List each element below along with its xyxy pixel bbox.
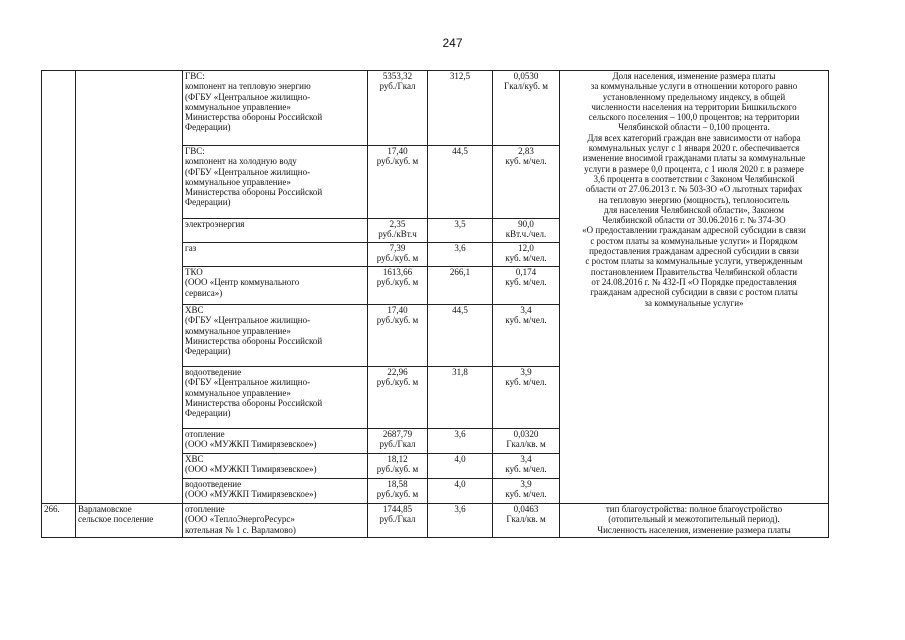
service-cell-line: электроэнергия xyxy=(185,219,245,229)
tariff-cell xyxy=(368,367,428,429)
service-cell xyxy=(183,504,368,538)
consumption-cell-line: Гкал/куб. м xyxy=(504,81,548,92)
page-number: 247 xyxy=(442,36,463,50)
settlement-cell xyxy=(76,71,183,504)
table-row xyxy=(42,71,829,146)
tariff-cell xyxy=(368,219,428,243)
service-cell-line: отопление xyxy=(185,504,225,514)
percent-cell xyxy=(428,305,493,367)
settlement-cell-line: Варламовское xyxy=(78,504,132,514)
note-cell-line: изменение вносимой гражданами платы за коммунальные xyxy=(582,153,806,164)
consumption-cell-line: куб. м/чел. xyxy=(505,315,547,326)
tariff-cell-line: 17,40 xyxy=(387,305,408,315)
service-cell-line: компонент на тепловую энергию xyxy=(185,81,311,92)
service-cell-line: водоотведение xyxy=(185,367,242,377)
consumption-cell-line: 0,174 xyxy=(515,267,537,277)
consumption-cell-line: куб. м/чел. xyxy=(505,377,547,388)
note-cell-line: Челябинской области от 30.06.2016 г. № 374-ЗО xyxy=(602,215,786,226)
consumption-cell-line: 2,83 xyxy=(518,146,534,156)
service-cell-line: ГВС: xyxy=(185,146,205,156)
percent-cell xyxy=(428,429,493,454)
note-cell-line: предоставления гражданам адресной субсидии в связи xyxy=(589,246,799,257)
note-cell-line: Для всех категорий граждан вне зависимости от набора xyxy=(587,132,801,143)
note-cell-line: с ростом платы за коммунальные услуги» и Порядком xyxy=(590,235,798,246)
service-cell xyxy=(183,243,368,267)
tariff-cell xyxy=(368,146,428,219)
service-cell-line: водоотведение xyxy=(185,479,242,489)
service-cell-line: компонент на холодную воду xyxy=(185,156,297,167)
note-cell-line: для населения Челябинской области», Законом xyxy=(604,204,784,215)
consumption-cell xyxy=(493,454,560,479)
service-cell-line: Министерства обороны Российской xyxy=(185,335,323,346)
percent-cell-line: 44,5 xyxy=(452,305,468,315)
service-cell-line: (ООО «МУЖКП Тимирязевское») xyxy=(185,439,317,450)
service-cell-line: (ООО «ТеплоЭнергоРесурс» xyxy=(185,514,295,525)
note-cell-line: от 24.08.2016 г. № 432-П «О Порядке предоставления xyxy=(591,276,797,287)
tariff-cell-line: руб./куб. м xyxy=(376,253,419,264)
service-cell-line: коммунальное управление» xyxy=(185,176,291,187)
tariff-cell-line: 5353,32 xyxy=(382,71,413,81)
row-number-cell-line: 266. xyxy=(44,504,60,514)
note-cell-line: Доля населения, изменение размера платы xyxy=(612,71,776,81)
note-cell-line: постановлением Правительства Челябинской области xyxy=(590,266,798,277)
tariff-cell xyxy=(368,243,428,267)
service-cell xyxy=(183,305,368,367)
percent-cell-line: 312,5 xyxy=(449,71,471,81)
tariff-cell xyxy=(368,305,428,367)
percent-cell xyxy=(428,504,493,538)
service-cell-line: (ФГБУ «Центральное жилищно- xyxy=(185,91,311,102)
note-cell-line: тип благоустройства: полное благоустройство xyxy=(605,504,783,514)
service-cell xyxy=(183,71,368,146)
note-cell-line: коммунальных услуг с 1 января 2020 г. обеспечивается xyxy=(588,143,800,154)
note-cell-line: гражданам адресной субсидии в связи с ростом платы xyxy=(590,287,798,298)
consumption-cell xyxy=(493,429,560,454)
note-cell-line: за коммунальные услуги» xyxy=(644,297,744,308)
tariff-cell-line: руб./куб. м xyxy=(376,315,419,326)
percent-cell xyxy=(428,219,493,243)
consumption-cell-line: 0,0463 xyxy=(513,504,539,514)
tariff-cell xyxy=(368,504,428,538)
consumption-cell xyxy=(493,479,560,504)
service-cell-line: (ФГБУ «Центральное жилищно- xyxy=(185,315,311,326)
tariff-cell-line: 18,12 xyxy=(387,454,408,464)
percent-cell-line: 4,0 xyxy=(454,454,466,464)
tariff-cell xyxy=(368,71,428,146)
note-cell-line: численности населения на территории Бишкильского xyxy=(591,101,797,112)
service-cell-line: (ФГБУ «Центральное жилищно- xyxy=(185,166,311,177)
percent-cell-line: 3,6 xyxy=(454,429,466,439)
service-cell-line: коммунальное управление» xyxy=(185,387,291,398)
service-cell-line: (ООО «Центр коммунального xyxy=(185,277,300,288)
consumption-cell xyxy=(493,504,560,538)
note-cell-line: установленному предельному индексу, в общей xyxy=(602,91,786,102)
consumption-cell-line: куб. м/чел. xyxy=(505,277,547,288)
consumption-cell-line: Гкал/кв. м xyxy=(506,514,546,525)
service-cell-line: (ООО «МУЖКП Тимирязевское») xyxy=(185,464,317,475)
note-cell-line: сельского поселения – 100,0 процентов; на территории xyxy=(588,112,800,123)
service-cell-line: ТКО xyxy=(185,267,203,277)
percent-cell xyxy=(428,267,493,305)
note-cell-line: Челябинской области – 0,100 процента. xyxy=(618,122,770,133)
tariff-cell-line: руб./Гкал xyxy=(379,439,416,450)
consumption-cell xyxy=(493,71,560,146)
settlement-cell xyxy=(76,504,183,538)
consumption-cell xyxy=(493,146,560,219)
tariff-cell-line: руб./куб. м xyxy=(376,464,419,475)
service-cell xyxy=(183,367,368,429)
service-cell-line: Министерства обороны Российской xyxy=(185,187,323,198)
tariff-cell-line: 2687,79 xyxy=(382,429,413,439)
service-cell-line: (ФГБУ «Центральное жилищно- xyxy=(185,377,311,388)
note-cell-line: (отопительный и межотопительный период). xyxy=(608,514,780,525)
tariff-cell-line: 18,58 xyxy=(387,479,408,489)
service-cell xyxy=(183,454,368,479)
note-cell-line: Численность населения, изменение размера платы xyxy=(597,524,791,535)
service-cell xyxy=(183,267,368,305)
row-number-cell xyxy=(42,71,76,504)
percent-cell-line: 44,5 xyxy=(452,146,468,156)
service-cell-line: сервиса») xyxy=(185,287,223,298)
tariff-cell-line: 22,96 xyxy=(387,367,408,377)
percent-cell xyxy=(428,71,493,146)
service-cell-line: Министерства обороны Российской xyxy=(185,397,323,408)
tariff-cell-line: руб./кВт.ч xyxy=(378,229,417,240)
note-cell-line: на тепловую энергию (мощность), теплоноситель xyxy=(598,194,790,205)
tariff-cell-line: руб./Гкал xyxy=(379,514,416,525)
service-cell-line: коммунальное управление» xyxy=(185,325,291,336)
consumption-cell xyxy=(493,305,560,367)
tariff-table xyxy=(41,70,829,538)
note-cell-line: с ростом платы за коммунальные услуги, утвержденным xyxy=(585,256,803,267)
consumption-cell xyxy=(493,267,560,305)
tariff-cell-line: 7,39 xyxy=(389,243,406,253)
settlement-cell-line: сельское поселение xyxy=(78,514,154,525)
service-cell-line: газ xyxy=(185,243,197,253)
consumption-cell-line: 3,4 xyxy=(520,454,532,464)
consumption-cell xyxy=(493,243,560,267)
service-cell-line: Федерации) xyxy=(185,408,231,419)
note-cell-line: «О предоставлении гражданам адресной субсидии в связи xyxy=(582,225,806,236)
service-cell-line: (ООО «МУЖКП Тимирязевское») xyxy=(185,489,317,500)
tariff-cell-line: руб./куб. м xyxy=(376,156,419,167)
percent-cell-line: 266,1 xyxy=(449,267,471,277)
note-cell-line: 3,6 процента в соответствии с Законом Челябинской xyxy=(593,173,795,184)
note-cell-line: за коммунальные услуги в отношении которого равно xyxy=(590,81,798,92)
consumption-cell-line: 3,9 xyxy=(520,367,532,377)
tariff-cell-line: руб./куб. м xyxy=(376,377,419,388)
service-cell-line: Федерации) xyxy=(185,346,231,357)
service-cell-line: отопление xyxy=(185,429,225,439)
tariff-cell-line: руб./куб. м xyxy=(376,277,419,288)
note-cell xyxy=(560,504,829,538)
consumption-cell xyxy=(493,367,560,429)
service-cell-line: Министерства обороны Российской xyxy=(185,112,323,123)
tariff-cell xyxy=(368,454,428,479)
table-row-266 xyxy=(42,504,829,538)
consumption-cell-line: 0,0530 xyxy=(513,71,539,81)
service-cell xyxy=(183,146,368,219)
consumption-cell-line: куб. м/чел. xyxy=(505,156,547,167)
percent-cell-line: 3,5 xyxy=(454,219,466,229)
consumption-cell-line: 12,0 xyxy=(518,243,534,253)
tariff-cell-line: 1613,66 xyxy=(382,267,413,277)
percent-cell xyxy=(428,367,493,429)
consumption-cell-line: 3,4 xyxy=(520,305,532,315)
tariff-cell-line: 17,40 xyxy=(387,146,408,156)
service-cell-line: коммунальное управление» xyxy=(185,101,291,112)
service-cell-line: котельная № 1 с. Варламово) xyxy=(185,524,296,535)
service-cell-line: ГВС: xyxy=(185,71,205,81)
tariff-table-body xyxy=(42,71,829,538)
consumption-cell-line: куб. м/чел. xyxy=(505,464,547,475)
tariff-cell-line: руб./куб. м xyxy=(376,489,419,500)
consumption-cell-line: Гкал/кв. м xyxy=(506,439,546,450)
service-cell-line: Федерации) xyxy=(185,122,231,133)
service-cell xyxy=(183,429,368,454)
percent-cell-line: 4,0 xyxy=(454,479,466,489)
service-cell xyxy=(183,479,368,504)
tariff-cell xyxy=(368,479,428,504)
tariff-cell-line: руб./Гкал xyxy=(379,81,416,92)
note-cell xyxy=(560,71,829,504)
consumption-cell-line: куб. м/чел. xyxy=(505,489,547,500)
consumption-cell-line: 0,0320 xyxy=(513,429,539,439)
note-cell-line: области от 27.06.2013 г. № 503-ЗО «О льготных тарифах xyxy=(585,184,803,195)
service-cell-line: Федерации) xyxy=(185,197,231,208)
tariff-cell-line: 1744,85 xyxy=(382,504,413,514)
consumption-cell-line: 3,9 xyxy=(520,479,532,489)
consumption-cell-line: куб. м/чел. xyxy=(505,253,547,264)
percent-cell-line: 31,8 xyxy=(452,367,468,377)
consumption-cell-line: 90,0 xyxy=(518,219,534,229)
percent-cell xyxy=(428,146,493,219)
note-cell-line: услуги в размере 0,0 процента, с 1 июля 2020 г. в размере xyxy=(584,163,804,174)
service-cell-line: ХВС xyxy=(185,454,204,464)
percent-cell-line: 3,6 xyxy=(454,243,466,253)
service-cell-line: ХВС xyxy=(185,305,204,315)
tariff-cell-line: 2,35 xyxy=(389,219,406,229)
row-number-cell xyxy=(42,504,76,538)
tariff-cell xyxy=(368,267,428,305)
consumption-cell xyxy=(493,219,560,243)
service-cell xyxy=(183,219,368,243)
percent-cell-line: 3,6 xyxy=(454,504,466,514)
tariff-cell xyxy=(368,429,428,454)
percent-cell xyxy=(428,243,493,267)
percent-cell xyxy=(428,479,493,504)
consumption-cell-line: кВт.ч./чел. xyxy=(505,229,547,240)
percent-cell xyxy=(428,454,493,479)
